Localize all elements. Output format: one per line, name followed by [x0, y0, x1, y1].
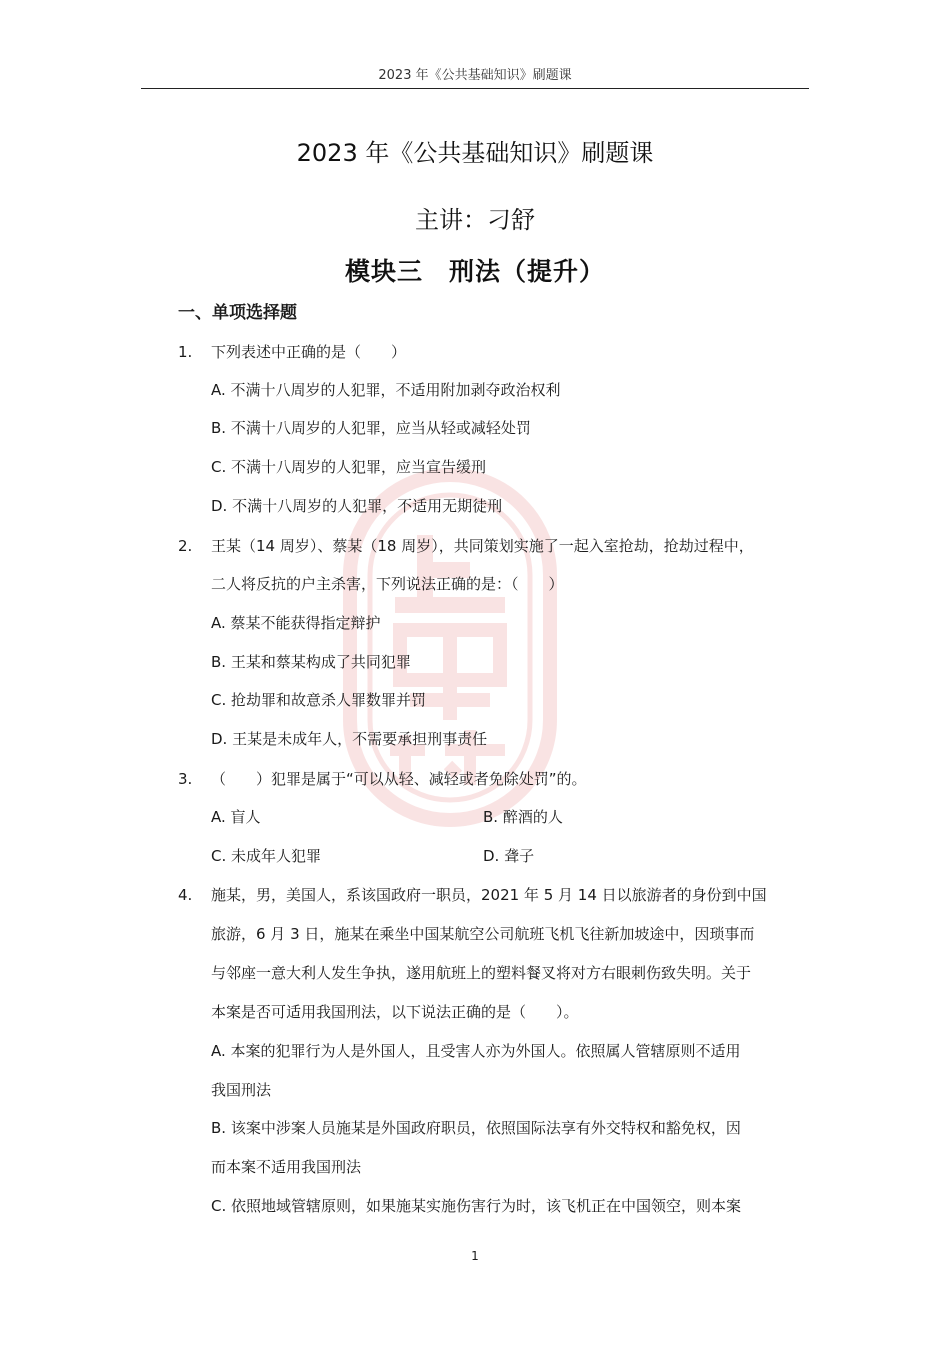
option-a: A. 盲人: [211, 808, 261, 826]
option-d: D. 聋子: [483, 847, 535, 865]
option-c: C. 不满十八周岁的人犯罪，应当宣告缓刑: [211, 458, 487, 476]
option-a: A. 蔡某不能获得指定辩护: [211, 614, 381, 632]
question-text: 与邻座一意大利人发生争执，遂用航班上的塑料餐叉将对方右眼刺伤致失明。关于: [211, 964, 752, 982]
option-d: D. 不满十八周岁的人犯罪，不适用无期徒刑: [211, 497, 503, 515]
option-b: B. 醉酒的人: [483, 808, 563, 826]
option-c: C. 抢劫罪和故意杀人罪数罪并罚: [211, 691, 427, 709]
question-text: 王某（14 周岁）、蔡某（18 周岁），共同策划实施了一起入室抢劫，抢劫过程中，: [211, 537, 754, 555]
option-c: C. 依照地域管辖原则，如果施某实施伤害行为时，该飞机正在中国领空，则本案: [211, 1197, 742, 1215]
option-b-continued: 而本案不适用我国刑法: [211, 1158, 362, 1176]
document-title: 2023 年《公共基础知识》刷题课: [296, 139, 654, 167]
option-a: A. 本案的犯罪行为人是外国人，且受害人亦为外国人。依照属人管辖原则不适用: [211, 1042, 741, 1060]
question-number: 1.: [178, 343, 193, 361]
option-b: B. 不满十八周岁的人犯罪，应当从轻或减轻处罚: [211, 419, 531, 437]
option-a: A. 不满十八周岁的人犯罪，不适用附加剥夺政治权利: [211, 381, 561, 399]
question-text: 二人将反抗的户主杀害，下列说法正确的是：（ ）: [211, 575, 564, 593]
page-number: 1: [471, 1249, 479, 1263]
module-heading: 模块三 刑法（提升）: [344, 257, 605, 286]
question-text: 施某，男，美国人，系该国政府一职员，2021 年 5 月 14 日以旅游者的身份到中国: [211, 886, 767, 904]
question-text: 旅游，6 月 3 日，施某在乘坐中国某航空公司航班飞机飞往新加坡途中，因琐事而: [211, 925, 755, 943]
question-text: （ ）犯罪是属于“可以从轻、减轻或者免除处罚”的。: [211, 770, 587, 788]
option-a-continued: 我国刑法: [211, 1081, 272, 1099]
question-number: 2.: [178, 537, 193, 555]
option-c: C. 未成年人犯罪: [211, 847, 322, 865]
question-text: 下列表述中正确的是（ ）: [211, 343, 407, 361]
running-header: 2023 年《公共基础知识》刷题课: [141, 66, 809, 89]
lecturer-line: 主讲：刁舒: [415, 206, 535, 234]
question-text: 本案是否可适用我国刑法，以下说法正确的是（ ）。: [211, 1003, 579, 1021]
question-number: 3.: [178, 770, 193, 788]
option-d: D. 王某是未成年人，不需要承担刑事责任: [211, 730, 488, 748]
question-number: 4.: [178, 886, 193, 904]
option-b: B. 王某和蔡某构成了共同犯罪: [211, 653, 411, 671]
option-b: B. 该案中涉案人员施某是外国政府职员，依照国际法享有外交特权和豁免权，因: [211, 1119, 741, 1137]
section-heading: 一、单项选择题: [178, 303, 297, 323]
